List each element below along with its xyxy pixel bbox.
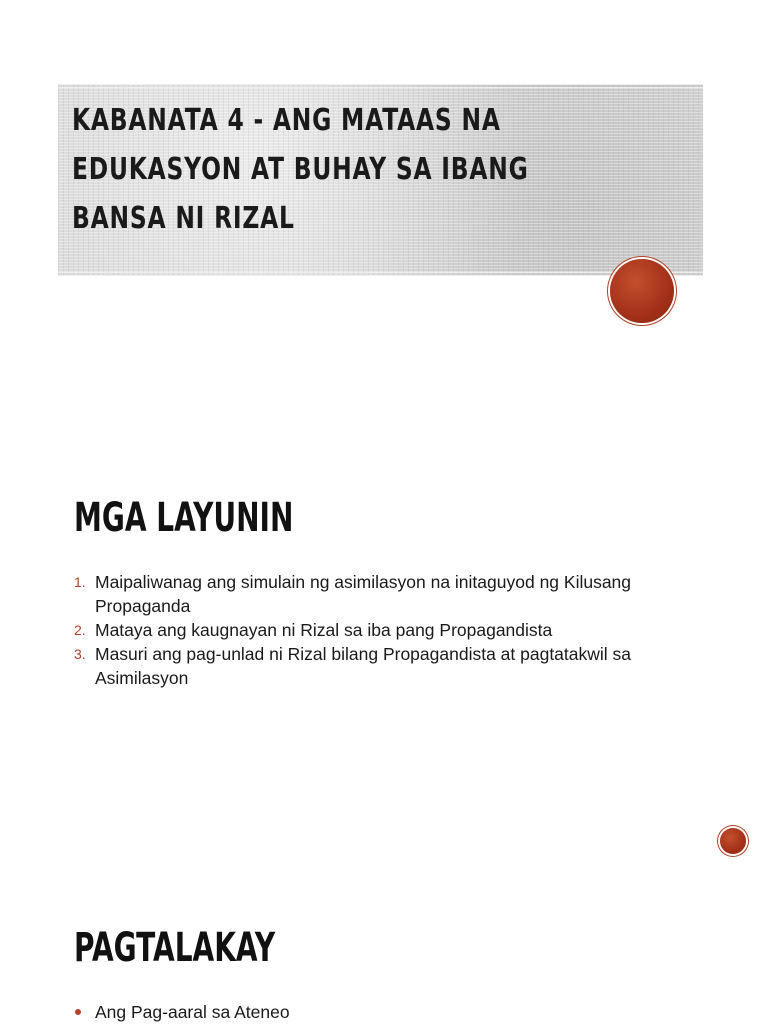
list-item <box>74 570 714 618</box>
accent-circle-icon <box>720 828 746 854</box>
title-band <box>58 84 703 276</box>
list-item <box>74 1000 714 1024</box>
list-number: 1. <box>74 574 86 590</box>
list-item-text: Maipaliwanag ang simulain ng asimilasyon na initaguyod ng Kilusang Propaganda <box>95 572 632 616</box>
list-item-text: Ang Pag-aaral sa Ateneo <box>95 1002 290 1022</box>
objectives-heading: MGA LAYUNIN <box>74 495 294 541</box>
list-number: 2. <box>74 622 86 638</box>
list-item-text: Mataya ang kaugnayan ni Rizal sa iba pang Propagandista <box>95 620 553 640</box>
list-item <box>74 618 714 642</box>
list-item <box>74 642 714 690</box>
main-title: KABANATA 4 - ANG MATAAS NA EDUKASYON AT BUHAY SA IBANG BANSA NI RIZAL <box>72 103 529 236</box>
slide-title <box>0 0 768 420</box>
discussion-list <box>74 1000 714 1024</box>
slide-objectives <box>0 420 768 860</box>
objectives-list <box>74 570 714 690</box>
bullet-dot-icon <box>75 1009 81 1015</box>
list-item-text: Masuri ang pag-unlad ni Rizal bilang Propagandista at pagtatakwil sa Asimilasyon <box>95 644 632 688</box>
discussion-heading: PAGTALAKAY <box>74 925 276 971</box>
list-number: 3. <box>74 646 86 662</box>
slide-discussion <box>0 860 768 1024</box>
accent-circle-icon <box>610 259 674 323</box>
